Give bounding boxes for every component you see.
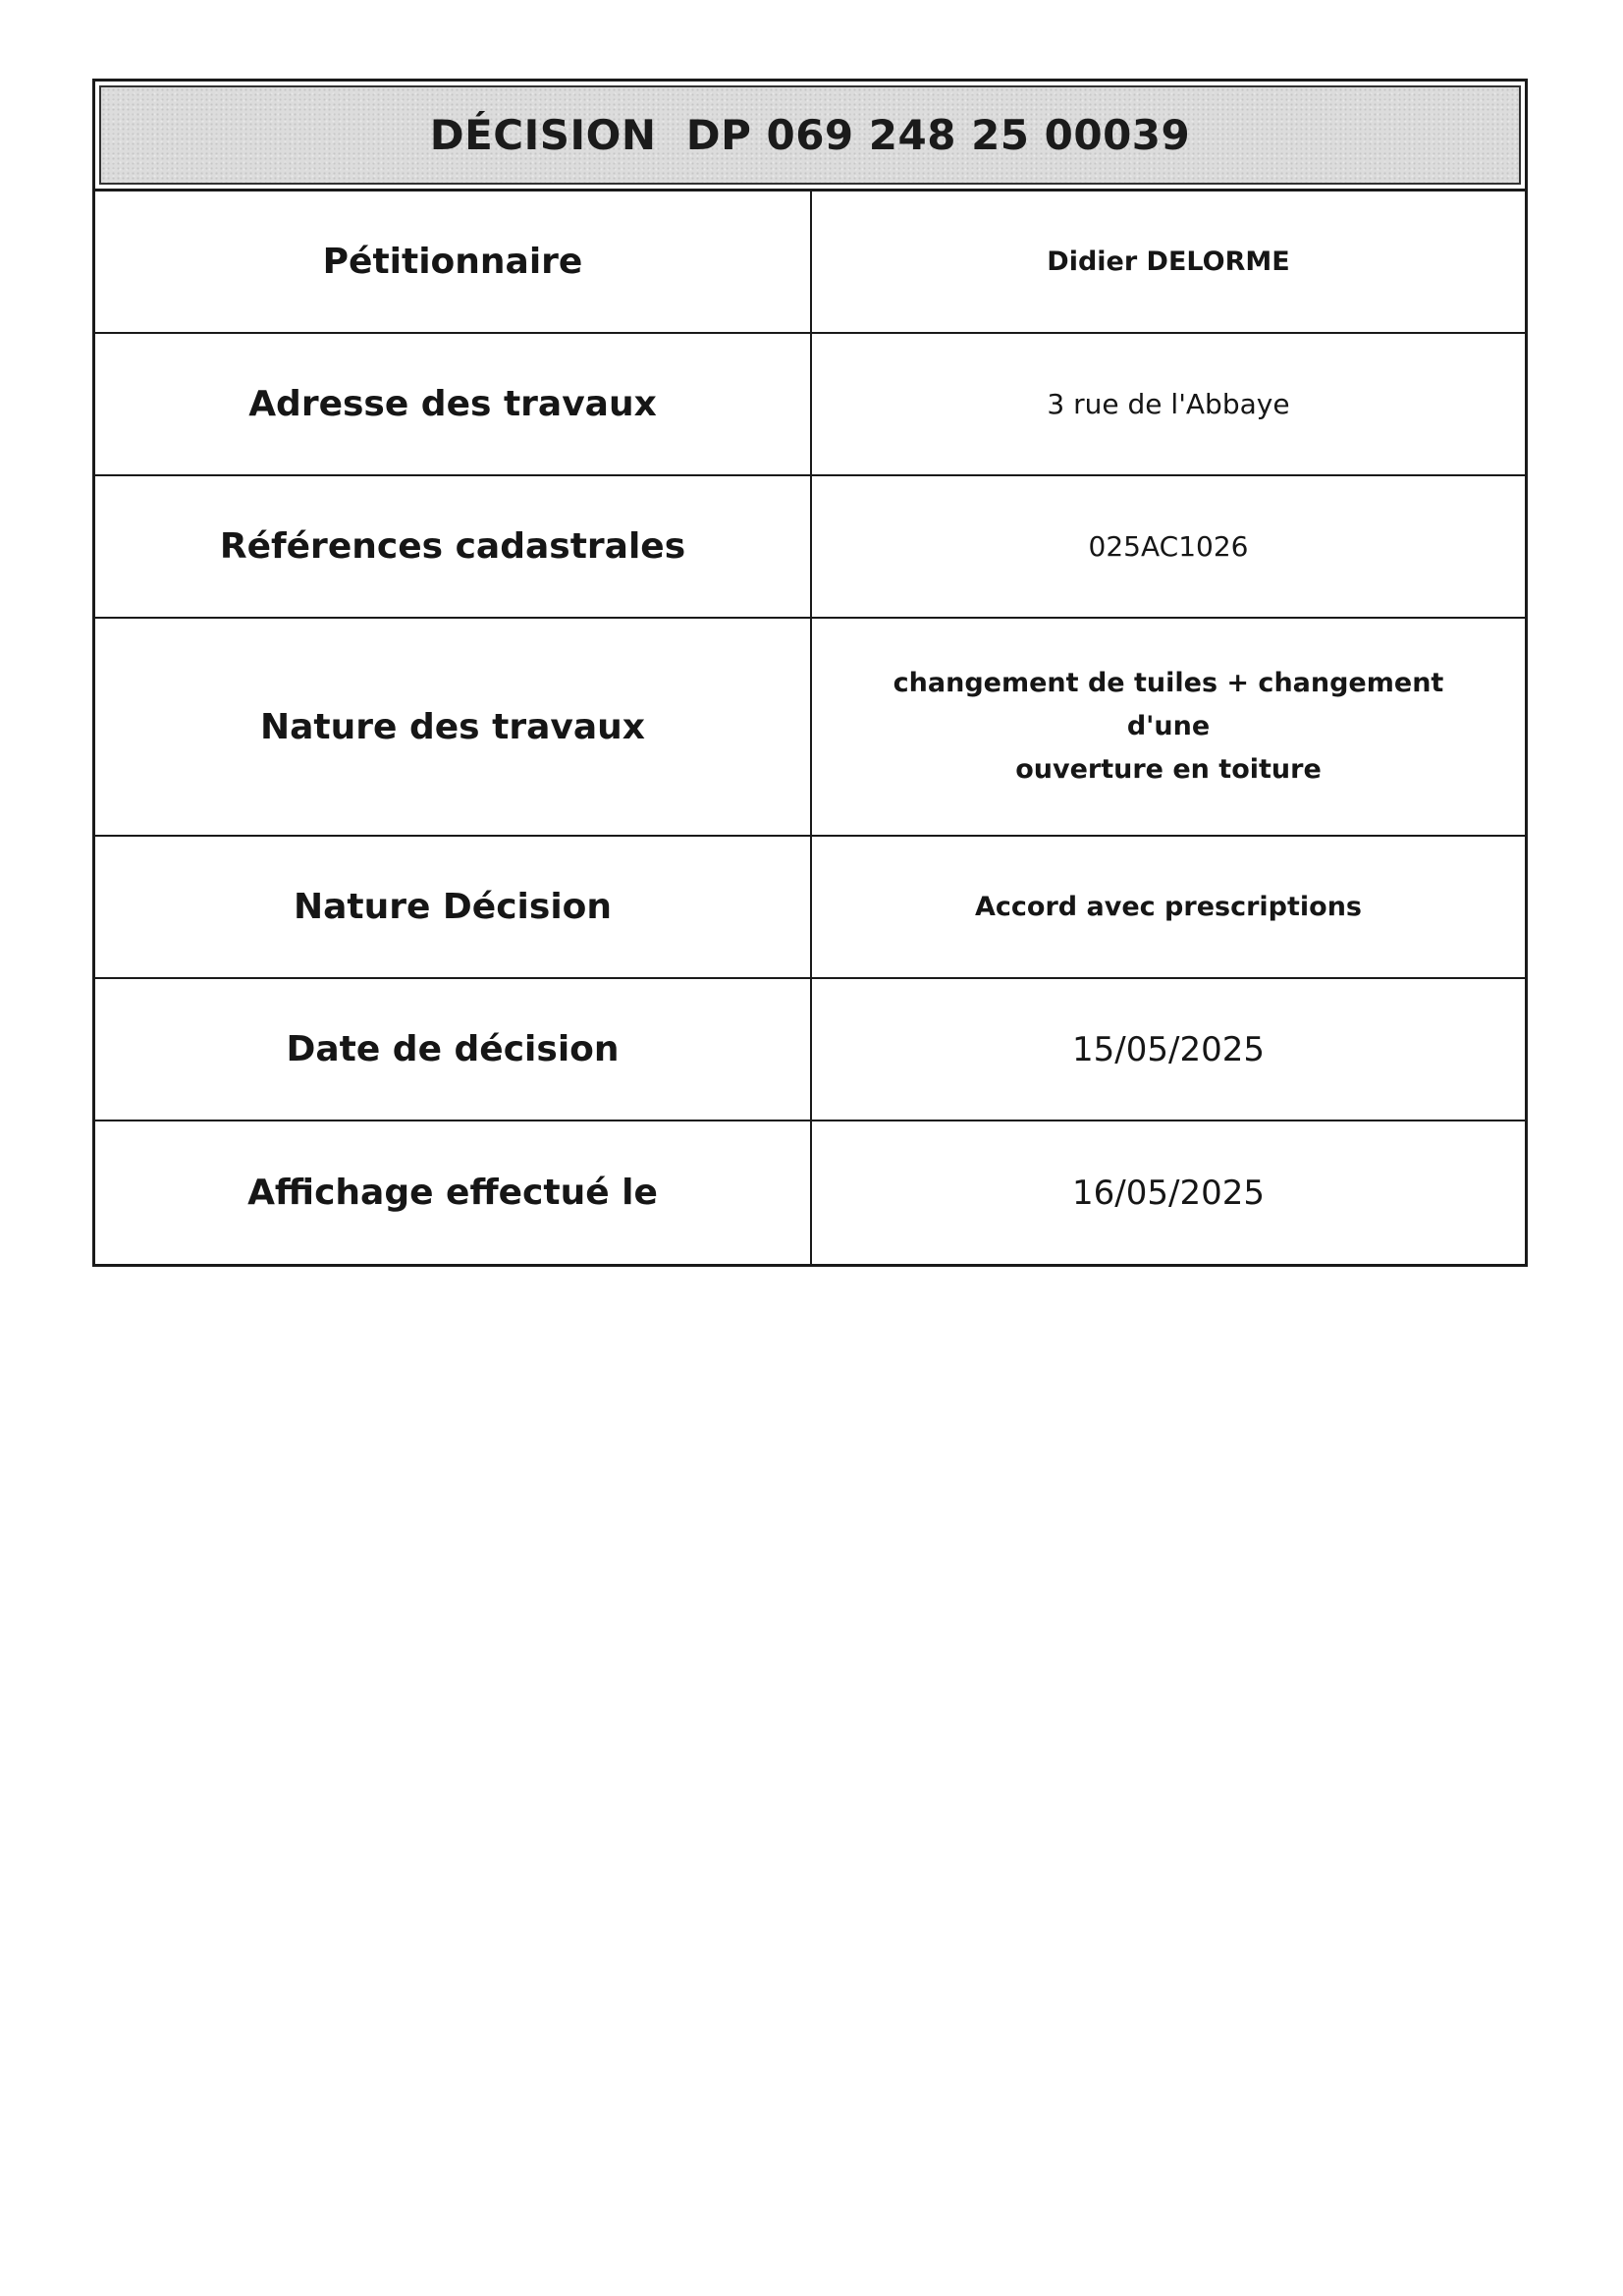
row-nature-travaux [95,619,1525,837]
value-date-decision: 15/05/2025 [1072,1029,1265,1069]
value-references-cadastrales: 025AC1026 [1088,530,1249,563]
title-bar [95,82,1525,191]
row-petitionnaire [95,191,1525,334]
title-banner [99,85,1521,185]
label-nature-decision: Nature Décision [95,837,812,977]
value-nature-travaux-line1: changement de tuiles + changement d'une [893,668,1444,741]
value-nature-travaux [812,619,1525,835]
row-adresse [95,334,1525,476]
value-nature-decision: Accord avec prescriptions [975,891,1362,922]
label-petitionnaire: Pétitionnaire [95,191,812,332]
label-adresse: Adresse des travaux [95,334,812,474]
row-date-decision [95,979,1525,1121]
value-nature-travaux-text [851,662,1486,792]
value-nature-travaux-line2: ouverture en toiture [1015,754,1322,785]
value-affichage: 16/05/2025 [1072,1173,1265,1213]
decision-table [92,79,1528,1267]
label-nature-travaux: Nature des travaux [95,619,812,835]
value-petitionnaire: Didier DELORME [1047,246,1290,277]
label-date-decision: Date de décision [95,979,812,1120]
label-references-cadastrales: Références cadastrales [95,476,812,617]
row-nature-decision [95,837,1525,979]
row-references-cadastrales [95,476,1525,619]
label-affichage: Affichage effectué le [95,1121,812,1264]
decision-title: DÉCISION DP 069 248 25 00039 [429,111,1191,159]
value-adresse: 3 rue de l'Abbaye [1047,388,1290,420]
row-affichage [95,1121,1525,1264]
